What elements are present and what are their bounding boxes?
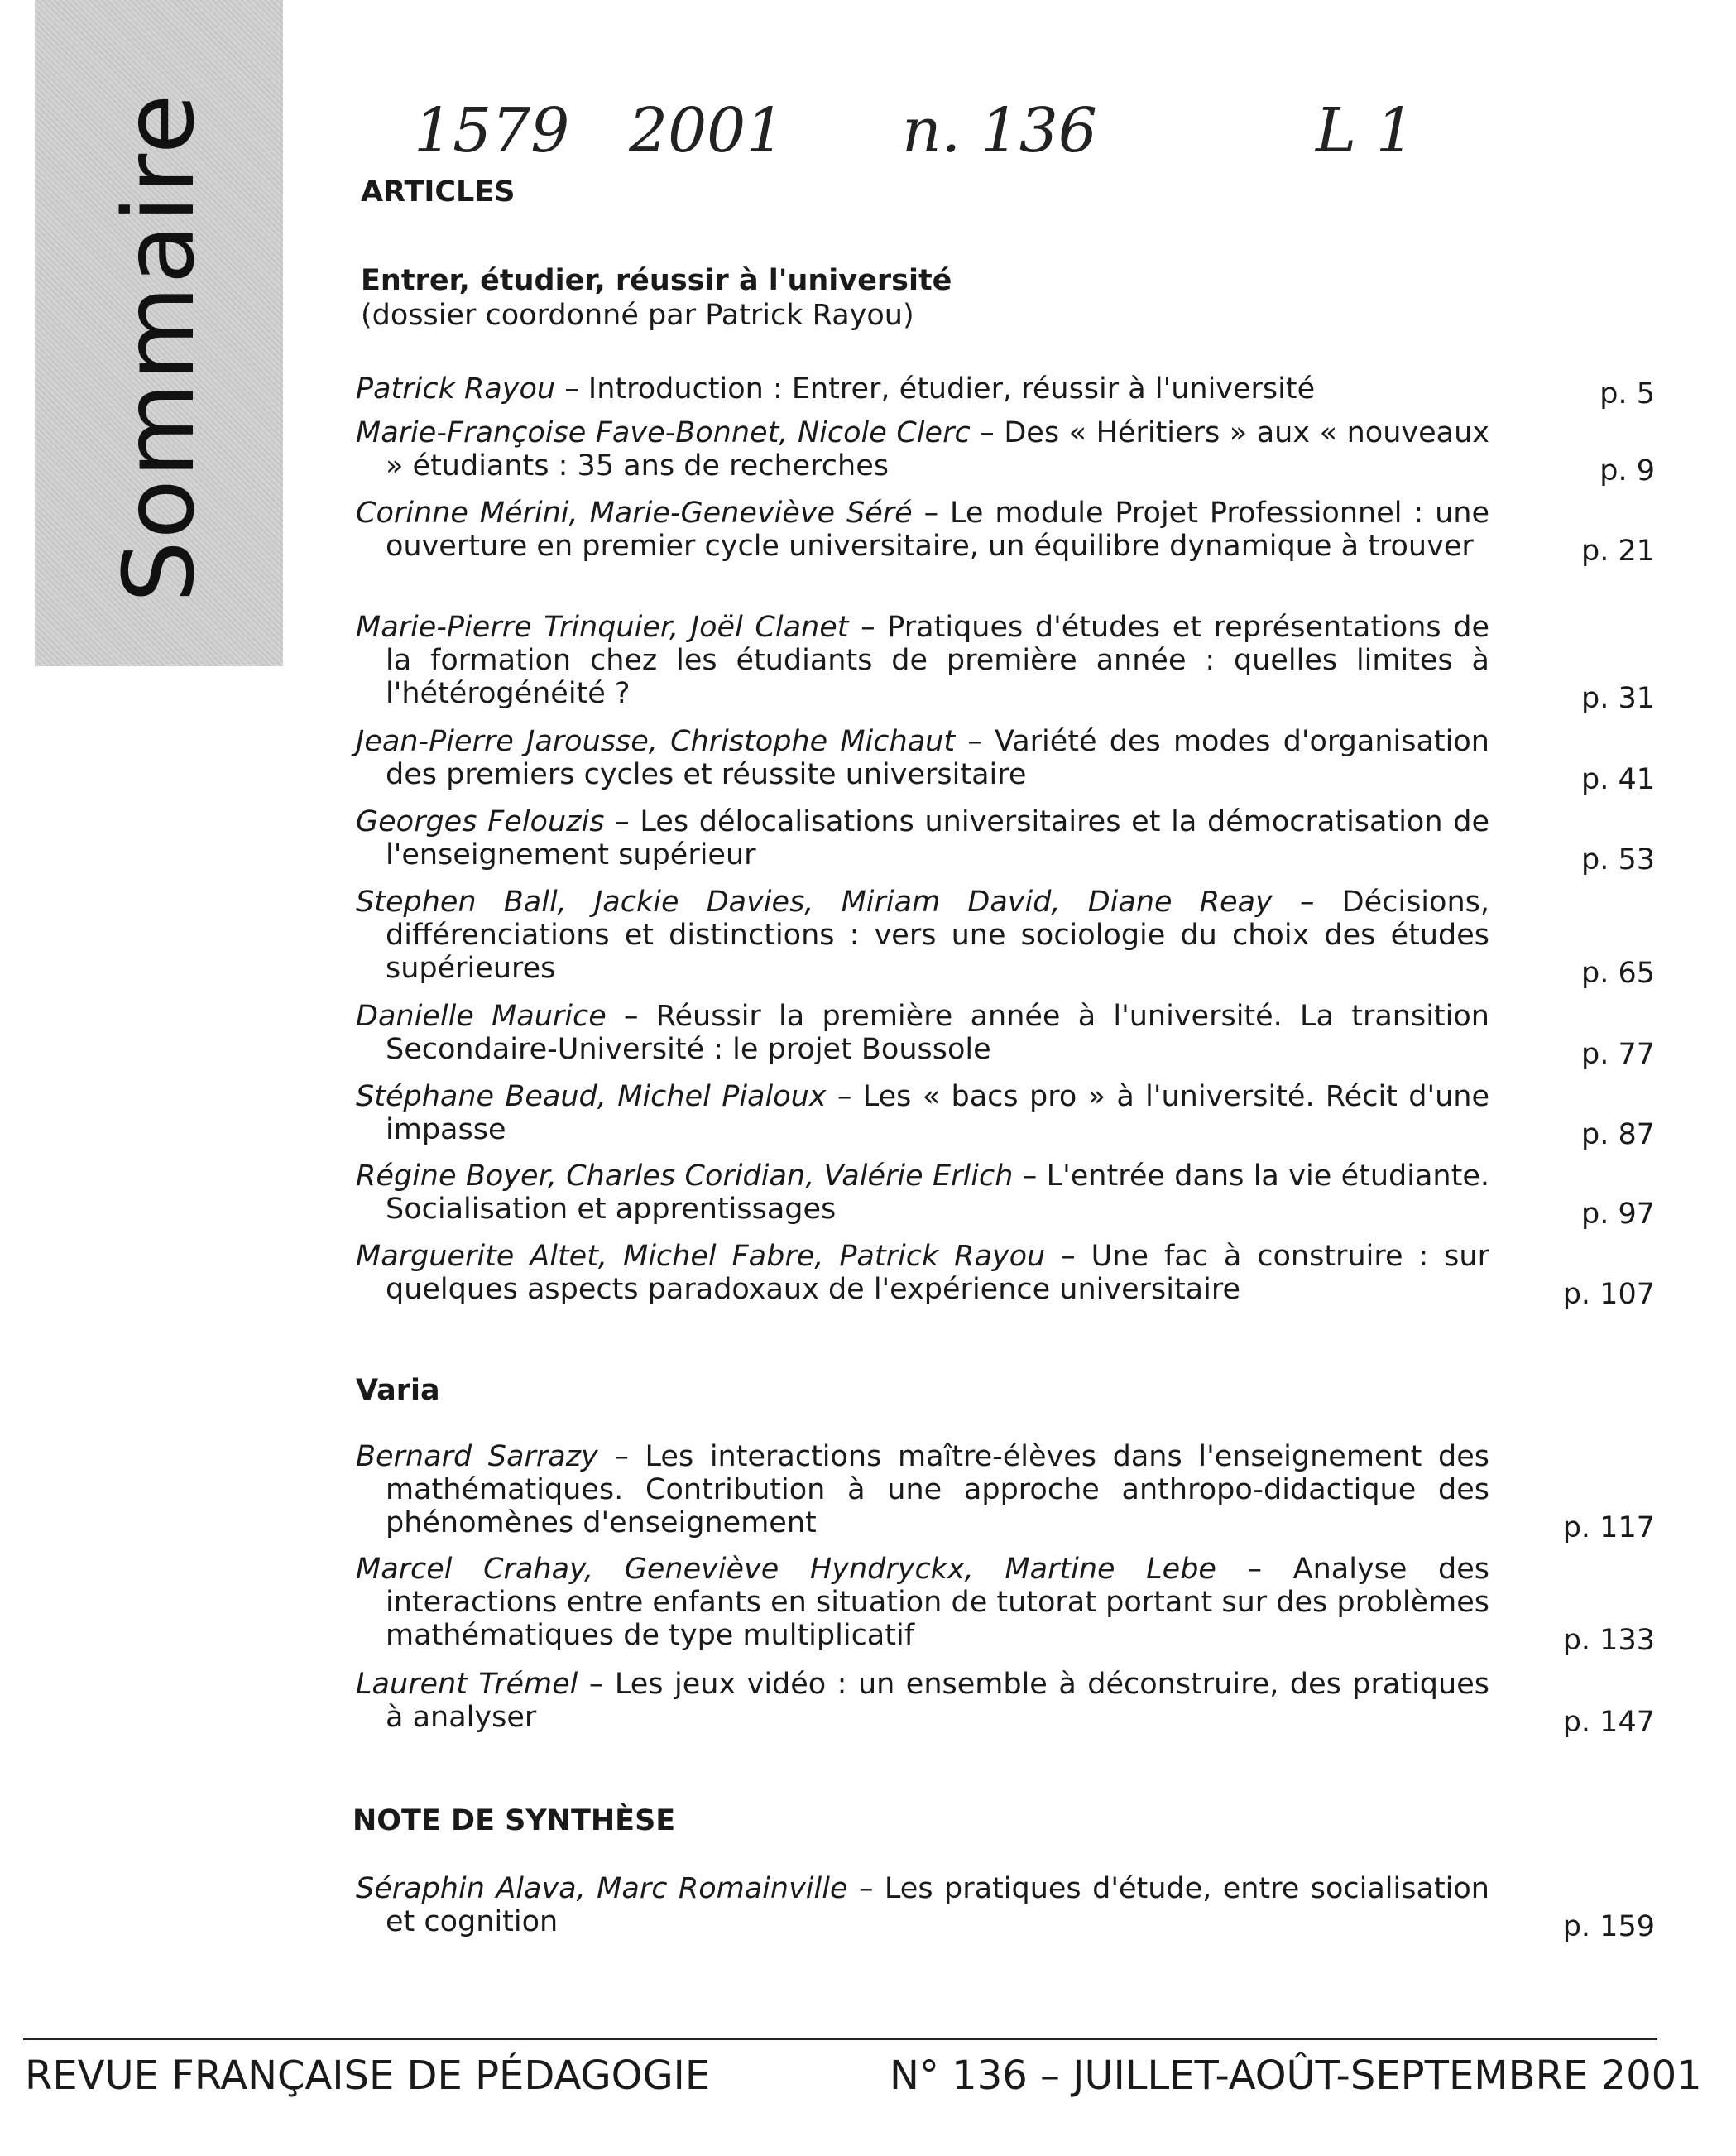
toc-entry-authors: Marie-Pierre Trinquier, Joël Clanet	[356, 611, 849, 644]
toc-entry-separator: –	[912, 497, 951, 530]
toc-entry-text	[356, 886, 1489, 985]
toc-entry-text	[356, 1553, 1489, 1652]
toc-entry-separator: –	[826, 1080, 863, 1113]
toc-entry	[356, 372, 1663, 411]
toc-entry	[356, 1080, 1663, 1151]
toc-entry-title: Réussir la première année à l'université. La transition Secondaire-Université : le projet Boussole	[386, 1000, 1489, 1066]
toc-entry-title: Des « Héritiers » aux « nouveaux » étudiants : 35 ans de recherches	[386, 416, 1489, 483]
sidebar-band	[35, 0, 283, 666]
toc-entry-text	[356, 1440, 1489, 1539]
toc-entry-separator: –	[1216, 1553, 1293, 1586]
toc-entry	[356, 1872, 1663, 1943]
toc-entry-authors: Marguerite Altet, Michel Fabre, Patrick Rayou	[356, 1240, 1046, 1273]
toc-entry-page: p. 107	[1562, 1278, 1655, 1311]
toc-entry-title: Les délocalisations universitaires et la démocratisation de l'enseignement supérieur	[386, 805, 1489, 872]
toc-entry	[356, 886, 1663, 990]
toc-entry-text	[356, 372, 1489, 406]
toc-entry-title: Les jeux vidéo : un ensemble à déconstruire, des pratiques à analyser	[386, 1668, 1489, 1734]
toc-entry	[356, 1240, 1663, 1311]
toc-entry-title: Le module Projet Professionnel : une ouverture en premier cycle universitaire, un équilibre dynamique à trouver	[386, 497, 1489, 563]
toc-entry-text	[356, 1160, 1489, 1226]
toc-entry-separator: –	[1272, 886, 1342, 919]
toc-entry	[356, 725, 1663, 796]
toc-entry-separator: –	[955, 725, 995, 758]
toc-entry-separator: –	[1013, 1160, 1047, 1193]
toc-entry-page: p. 77	[1580, 1038, 1655, 1071]
toc-entry-authors: Patrick Rayou	[356, 372, 556, 406]
toc-entry-authors: Corinne Mérini, Marie-Geneviève Séré	[356, 497, 913, 530]
toc-entry-title: Introduction : Entrer, étudier, réussir à l'université	[587, 372, 1316, 406]
toc-entry-authors: Laurent Trémel	[356, 1668, 578, 1701]
dossier-header	[361, 263, 952, 333]
toc-entry-text	[356, 1872, 1489, 1938]
toc-entry-authors: Stephen Ball, Jackie Davies, Miriam David, Diane Reay	[356, 886, 1273, 919]
sidebar-title: Sommaire	[102, 92, 216, 603]
toc-entry-page: p. 87	[1580, 1118, 1655, 1151]
toc-entry-separator: –	[847, 1872, 885, 1905]
toc-entry	[356, 805, 1663, 876]
toc-entry-authors: Séraphin Alava, Marc Romainville	[356, 1872, 848, 1905]
toc-entry-title: Décisions, différenciations et distinctions : vers une sociologie du choix des études supérieures	[386, 886, 1489, 985]
section-heading-articles: ARTICLES	[361, 175, 516, 209]
footer-rule	[23, 2038, 1657, 2040]
toc-entry-text	[356, 1000, 1489, 1066]
toc-entry-text	[356, 1080, 1489, 1146]
toc-entry-title: L'entrée dans la vie étudiante. Socialisation et apprentissages	[386, 1160, 1489, 1226]
section-heading-varia: Varia	[356, 1374, 440, 1407]
toc-entry-separator: –	[848, 611, 888, 644]
toc-entry-authors: Bernard Sarrazy	[356, 1440, 598, 1473]
toc-entry-authors: Georges Felouzis	[356, 805, 605, 838]
toc-entry-text	[356, 416, 1489, 483]
toc-entry	[356, 1160, 1663, 1231]
toc-entry-page: p. 117	[1562, 1511, 1655, 1544]
toc-entry-text	[356, 497, 1489, 563]
toc-entry-authors: Marcel Crahay, Geneviève Hyndryckx, Martine Lebe	[356, 1553, 1216, 1586]
toc-entry-text	[356, 1240, 1489, 1306]
toc-entry-authors: Stéphane Beaud, Michel Pialoux	[356, 1080, 827, 1113]
toc-entry-page: p. 21	[1580, 535, 1655, 568]
handwritten-note-3: n. 136	[902, 95, 1097, 166]
footer-journal: REVUE FRANÇAISE DE PÉDAGOGIE	[25, 2053, 711, 2099]
toc-entry-page: p. 147	[1562, 1706, 1655, 1739]
toc-entry-authors: Marie-Françoise Fave-Bonnet, Nicole Clerc	[356, 416, 971, 449]
footer-issue: N° 136 – JUILLET-AOÛT-SEPTEMBRE 2001	[890, 2053, 1702, 2099]
toc-entry-page: p. 97	[1580, 1198, 1655, 1231]
toc-entry-page: p. 159	[1562, 1910, 1655, 1943]
toc-entry-separator: –	[604, 805, 640, 838]
toc-entry-separator: –	[578, 1668, 615, 1701]
toc-entry	[356, 1553, 1663, 1657]
toc-entry	[356, 611, 1663, 715]
toc-entry-authors: Jean-Pierre Jarousse, Christophe Michaut	[356, 725, 956, 758]
toc-entry-page: p. 53	[1580, 843, 1655, 876]
toc-entry	[356, 1000, 1663, 1071]
toc-entry-title: Les pratiques d'étude, entre socialisation et cognition	[386, 1872, 1489, 1938]
toc-entry	[356, 497, 1663, 568]
toc-entry-separator: –	[606, 1000, 656, 1033]
toc-entry-page: p. 31	[1580, 682, 1655, 715]
toc-entry-title: Les interactions maître-élèves dans l'enseignement des mathématiques. Contribution à une approche anthropo-didactique des phénomènes d'enseignement	[386, 1440, 1489, 1539]
toc-entry-title: Analyse des interactions entre enfants en situation de tutorat portant sur des problèmes mathématiques de type multiplicatif	[386, 1553, 1489, 1652]
toc-entry-separator: –	[597, 1440, 645, 1473]
toc-entry-text	[356, 805, 1489, 872]
handwritten-note-2: 2001	[629, 95, 785, 166]
toc-entry-text	[356, 1668, 1489, 1734]
toc-entry-text	[356, 725, 1489, 791]
toc-entry-page: p. 5	[1599, 377, 1655, 411]
toc-entry-title: Variété des modes d'organisation des premiers cycles et réussite universitaire	[386, 725, 1489, 791]
toc-entry-separator: –	[1045, 1240, 1091, 1273]
toc-entry-separator: –	[970, 416, 1005, 449]
toc-entry-title: Une fac à construire : sur quelques aspects paradoxaux de l'expérience universitaire	[386, 1240, 1489, 1306]
dossier-title: Entrer, étudier, réussir à l'université	[361, 264, 952, 297]
toc-entry-page: p. 41	[1580, 763, 1655, 796]
toc-entry-text	[356, 611, 1489, 710]
dossier-subtitle: (dossier coordonné par Patrick Rayou)	[361, 299, 914, 332]
toc-entry-title: Les « bacs pro » à l'université. Récit d'une impasse	[386, 1080, 1489, 1146]
handwritten-note-4: L 1	[1316, 95, 1415, 166]
toc-entry-authors: Régine Boyer, Charles Coridian, Valérie Erlich	[356, 1160, 1014, 1193]
toc-entry-title: Pratiques d'études et représentations de la formation chez les étudiants de première année : quelles limites à l'hétérogénéité ?	[386, 611, 1490, 710]
toc-entry-page: p. 133	[1562, 1624, 1655, 1657]
toc-entry-page: p. 9	[1599, 454, 1655, 487]
toc-entry	[356, 416, 1663, 487]
toc-entry-page: p. 65	[1580, 957, 1655, 990]
toc-entry-separator: –	[555, 372, 588, 406]
handwritten-note-1: 1579	[414, 95, 570, 166]
toc-entry-authors: Danielle Maurice	[356, 1000, 607, 1033]
toc-entry	[356, 1668, 1663, 1739]
toc-entry	[356, 1440, 1663, 1544]
section-heading-synthese: NOTE DE SYNTHÈSE	[352, 1804, 676, 1837]
